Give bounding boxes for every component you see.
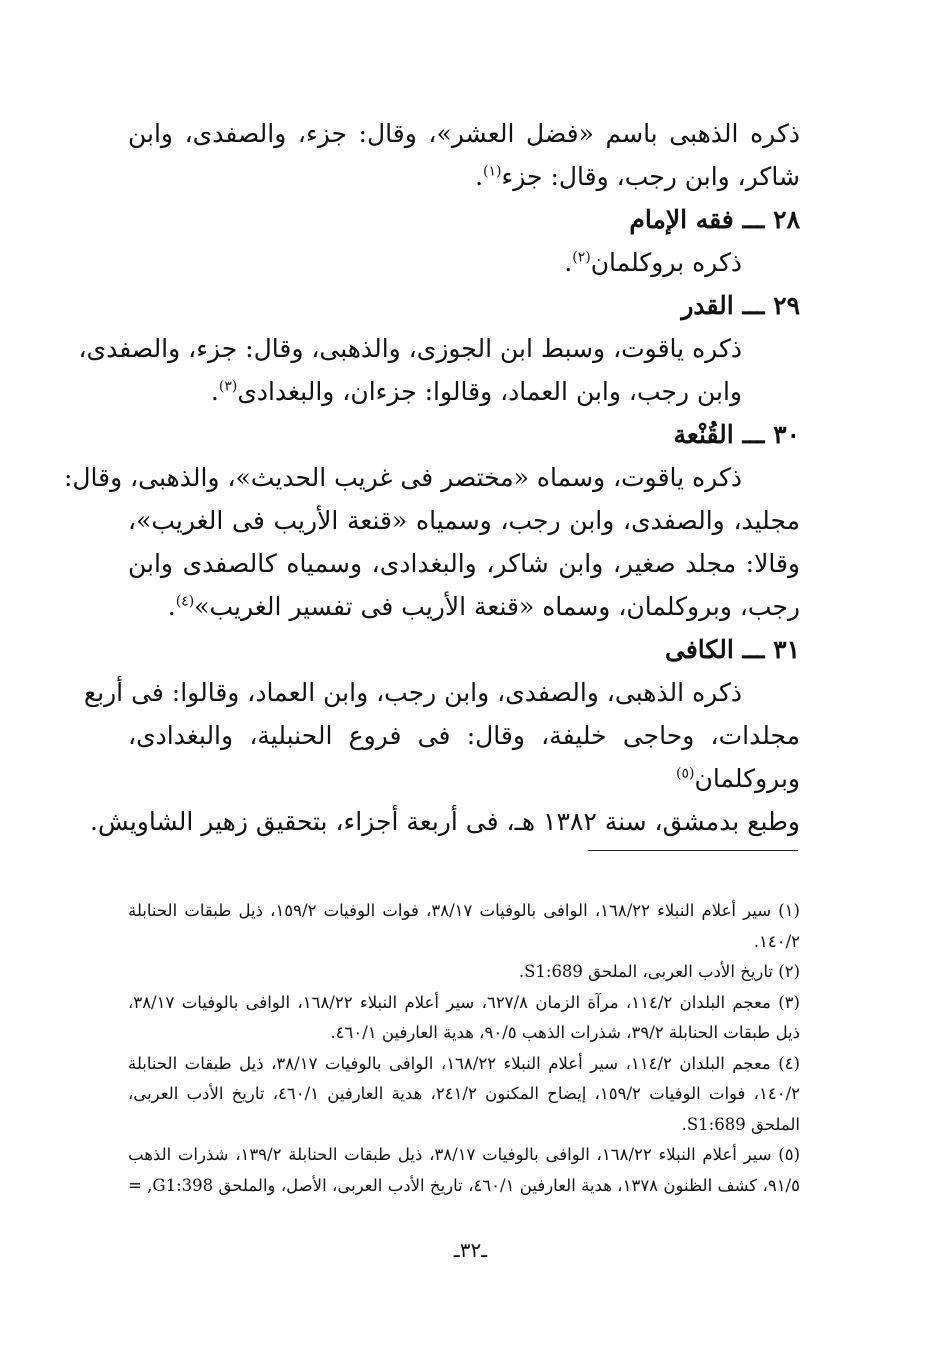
footnote-line: (٣) معجم البلدان ١١٤/٢، مرآة الزمان ٦٢٧/٨، سير أعلام النبلاء ١٦٨/٢٢، الوافى بالوفيات ٣٨/١٧، [128,992,800,1012]
body-line: ذكره الذهبى، والصفدى، وابن رجب، وابن العماد، وقالوا: فى أربع [83,678,742,707]
entry-heading-28: ٢٨ ـــ فقه الإمام [629,205,800,234]
body-line: ذكره بروكلمان$^{(٢)}$. [564,248,742,277]
footnote-line: ٩١/٥، كشف الظنون ١٣٧٨، هدية العارفين ٤٦٠/١، تاريخ الأدب العربى، الأصل، والملحق G1:398, = [128,1175,800,1195]
footnote-ref: (٥) [676,765,695,782]
footnote-line: ١٤٠/٢. [753,931,800,951]
body-line: مجلدات، وحاجى خليفة، وقال: فى فروع الحنبلية، والبغدادى، [128,721,800,750]
body-line: وطبع بدمشق، سنة ١٣٨٢ هـ، فى أربعة أجزاء، بتحقيق زهير الشاويش. [90,807,800,836]
entry-heading-31: ٣١ ـــ الكافى [664,635,800,664]
entry-heading-29: ٢٩ ـــ القدر [681,291,800,320]
body-line: ذكره ياقوت، وسماه «مختصر فى غريب الحديث»، والذهبى، وقال: [63,463,742,492]
body-line: ذكره ياقوت، وسبط ابن الجوزى، والذهبى، وقال: جزء، والصفدى، [78,334,742,363]
body-line: ذكره الذهبى باسم «فضل العشر»، وقال: جزء، والصفدى، وابن [128,119,800,148]
body-line: شاكر، وابن رجب، وقال: جزء$^{(١)}$. [475,162,800,191]
footnotes [128,896,800,1201]
footnote-ref: (٢) [572,249,591,266]
footnote-line: ذيل طبقات الحنابلة ٣٩/٢، شذرات الذهب ٩٠/٥، هدية العارفين ٤٦٠/١. [330,1023,800,1042]
page-number: ـ٣٢ـ [453,1238,488,1262]
footnote-separator [588,850,798,851]
footnote-line: (٥) سير أعلام النبلاء ١٦٨/٢٢، الوافى بالوفيات ٣٨/١٧، ذيل طبقات الحنابلة ١٣٩/٢، شذرات الذهب [128,1145,800,1164]
footnote-line: الملحق S1:689. [681,1114,800,1134]
footnote-ref: (١) [483,163,502,180]
footnote-ref: (٤) [175,593,195,610]
footnote-line: (٤) معجم البلدان ١١٤/٢، سير أعلام النبلاء ١٦٨/٢٢، الوافى بالوفيات ٣٨/١٧، ذيل طبقات الحنابلة [128,1053,800,1073]
body-line: مجليد، والصفدى، وابن رجب، وسمياه «قنعة الأريب فى الغريب»، [128,506,800,535]
body-line: رجب، وبروكلمان، وسماه «قنعة الأريب فى تفسير الغريب»$^{(٤)}$. [167,592,800,621]
entry-heading-30: ٣٠ ـــ القُنْعة [673,420,800,449]
body-line: وبروكلمان$^{(٥)}$ [676,764,800,793]
footnote-line: ١٤٠/٢، فوات الوفيات ١٥٩/٢، إيضاح المكنون ٢٤١/٢، هدية العارفين ٤٦٠/١، تاريخ الأدب العربى، [128,1084,800,1103]
footnote-line: (١) سير أعلام النبلاء ١٦٨/٢٢، الوافى بالوفيات ٣٨/١٧، فوات الوفيات ١٥٩/٢، ذيل طبقات الحنابلة [128,901,800,920]
body-line: وابن رجب، وابن العماد، وقالوا: جزءان، والبغدادى$^{(٣)}$. [210,377,742,406]
body-line: وقالا: مجلد صغير، وابن شاكر، والبغدادى، وسمياه كالصفدى وابن [128,549,800,578]
footnote-line: (٢) تاريخ الأدب العربى، الملحق S1:689. [518,962,800,981]
footnote-ref: (٣) [218,378,238,395]
main-text [63,112,800,843]
